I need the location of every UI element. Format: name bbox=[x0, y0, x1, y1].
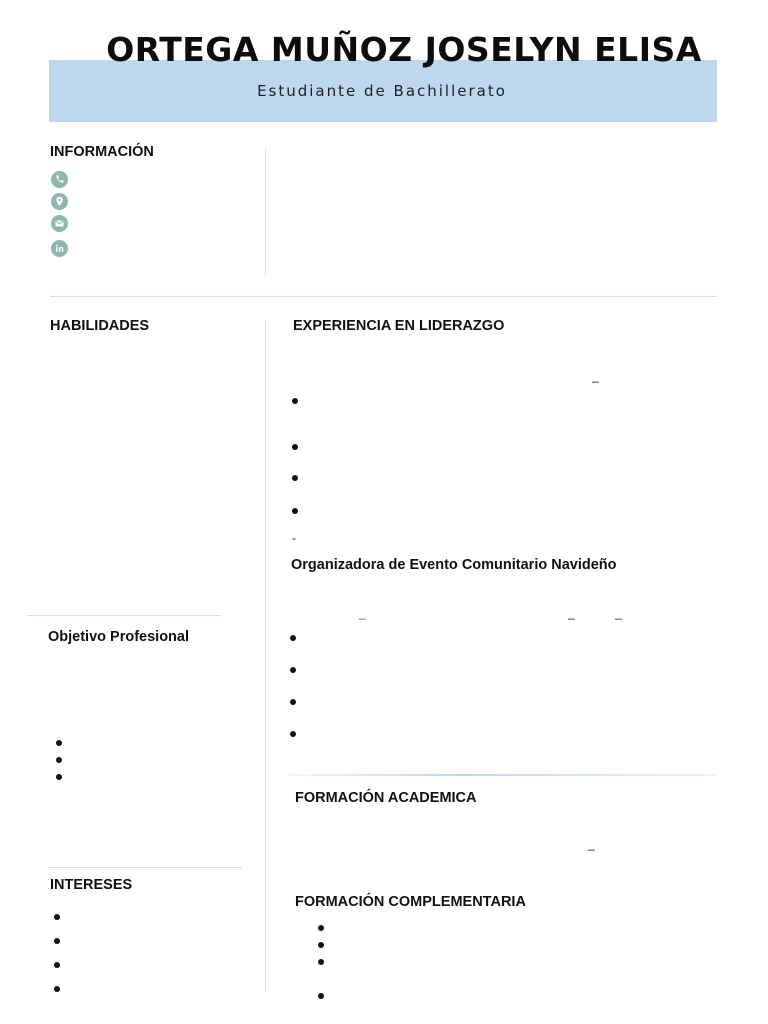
list-bullet bbox=[290, 699, 296, 705]
email-icon bbox=[51, 215, 68, 232]
section-objetivo-heading: Objetivo Profesional bbox=[48, 629, 189, 645]
separator-dash: _ bbox=[592, 369, 599, 383]
list-bullet bbox=[292, 475, 298, 481]
list-bullet bbox=[290, 731, 296, 737]
section-informacion-heading: INFORMACIÓN bbox=[50, 144, 154, 160]
list-bullet bbox=[318, 942, 324, 948]
list-bullet bbox=[292, 398, 298, 404]
list-bullet bbox=[292, 444, 298, 450]
section-habilidades-heading: HABILIDADES bbox=[50, 318, 150, 334]
list-bullet bbox=[290, 635, 296, 641]
list-bullet bbox=[54, 938, 60, 944]
list-bullet bbox=[318, 993, 324, 999]
separator-dash: _ bbox=[359, 606, 366, 620]
divider-vertical-top bbox=[265, 148, 266, 275]
section-intereses-heading: INTERESES bbox=[50, 877, 133, 893]
list-bullet bbox=[292, 508, 298, 514]
list-bullet bbox=[318, 925, 324, 931]
phone-icon bbox=[51, 171, 68, 188]
separator-dash: _ bbox=[568, 606, 575, 620]
separator-dash: _ bbox=[615, 606, 622, 620]
list-bullet bbox=[56, 740, 62, 746]
section-experiencia-heading: EXPERIENCIA EN LIDERAZGO bbox=[293, 318, 505, 334]
candidate-name: ORTEGA MUÑOZ JOSELYN ELISA bbox=[106, 30, 702, 69]
section-formacion-complementaria-heading: FORMACIÓN COMPLEMENTARIA bbox=[295, 894, 526, 910]
divider-formacion bbox=[288, 774, 716, 776]
divider-objetivo bbox=[27, 615, 221, 616]
separator-hyphen: - bbox=[292, 531, 296, 545]
experience-item-title: Organizadora de Evento Comunitario Navideño bbox=[291, 557, 617, 573]
separator-dash: _ bbox=[588, 837, 595, 851]
list-bullet bbox=[318, 959, 324, 965]
divider-vertical-main bbox=[265, 321, 266, 993]
divider-horizontal-main bbox=[50, 296, 717, 297]
section-formacion-academica-heading: FORMACIÓN ACADEMICA bbox=[295, 790, 477, 806]
list-bullet bbox=[54, 986, 60, 992]
list-bullet bbox=[290, 667, 296, 673]
list-bullet bbox=[56, 774, 62, 780]
linkedin-icon bbox=[51, 240, 68, 257]
list-bullet bbox=[54, 962, 60, 968]
list-bullet bbox=[56, 757, 62, 763]
divider-intereses bbox=[48, 867, 242, 868]
list-bullet bbox=[54, 914, 60, 920]
location-icon bbox=[51, 193, 68, 210]
candidate-subtitle: Estudiante de Bachillerato bbox=[257, 82, 507, 100]
